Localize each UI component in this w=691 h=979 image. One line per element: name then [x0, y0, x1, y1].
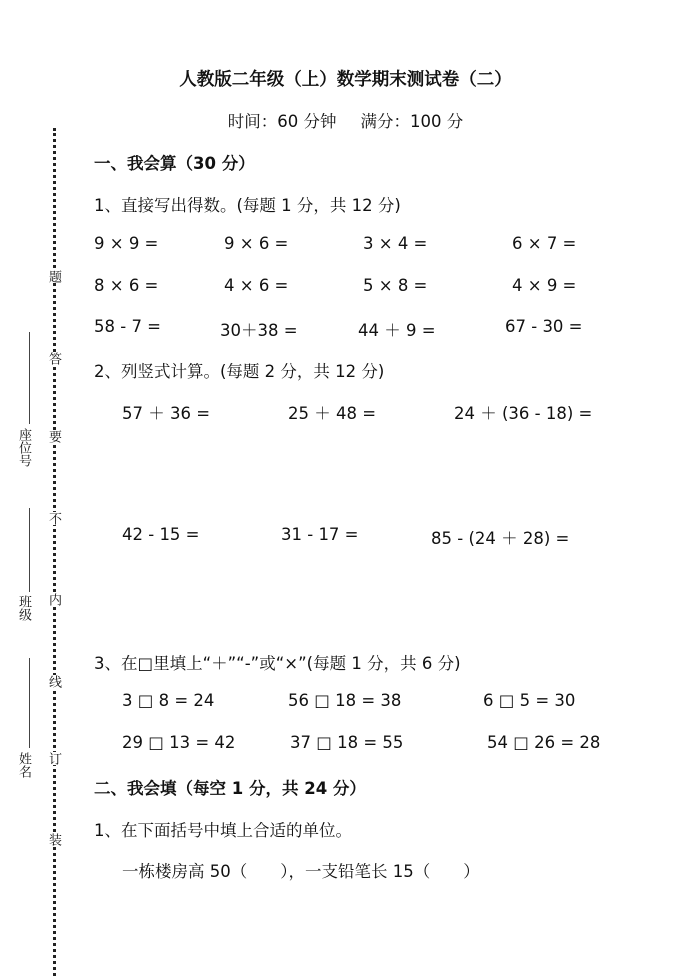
- class-label: 班级: [16, 595, 31, 621]
- vertical-problem: 42 - 15 =: [122, 525, 200, 544]
- q2-label: 2、列竖式计算。(每题 2 分，共 12 分): [94, 362, 385, 381]
- q3-label: 3、在□里填上“＋”“-”或“×”(每题 1 分，共 6 分): [94, 654, 461, 673]
- q1-label: 1、直接写出得数。(每题 1 分，共 12 分): [94, 196, 401, 215]
- problem: 6 × 7 =: [512, 234, 577, 253]
- seal-char-nei: 内: [46, 593, 61, 606]
- problem: 67 - 30 =: [505, 317, 583, 336]
- section1-title: 一、我会算（30 分）: [94, 154, 255, 173]
- fill-operator-problem: 6 □ 5 = 30: [483, 691, 576, 710]
- seat-number-blank: [29, 332, 30, 424]
- vertical-problem: 31 - 17 =: [281, 525, 359, 544]
- section2-title: 二、我会填（每空 1 分，共 24 分）: [94, 779, 366, 798]
- exam-info: [0, 108, 691, 132]
- fill-operator-problem: 37 □ 18 = 55: [290, 733, 404, 752]
- fill-operator-problem: 56 □ 18 = 38: [288, 691, 402, 710]
- problem: 4 × 9 =: [512, 276, 577, 295]
- page-title: 人教版二年级（上）数学期末测试卷（二）: [179, 70, 512, 90]
- problem: 58 - 7 =: [94, 317, 162, 336]
- unit-fill-line: 一栋楼房高 50（ ），一支铅笔长 15（ ）: [122, 862, 480, 881]
- time-limit: 时间：60 分钟: [227, 112, 337, 131]
- problem: 9 × 6 =: [224, 234, 289, 253]
- name-label: 姓名: [16, 752, 31, 778]
- vertical-problem: 24 ＋ (36 - 18) =: [454, 404, 593, 423]
- seal-char-yao: 要: [46, 430, 61, 443]
- seal-char-xian: 线: [46, 675, 61, 688]
- s2-q1-label: 1、在下面括号中填上合适的单位。: [94, 821, 352, 840]
- fill-operator-problem: 3 □ 8 = 24: [122, 691, 215, 710]
- problem: 4 × 6 =: [224, 276, 289, 295]
- class-blank: [29, 508, 30, 592]
- seat-number-label: 座位号: [16, 428, 31, 467]
- binding-dotted-line: [53, 128, 56, 976]
- problem: 5 × 8 =: [363, 276, 428, 295]
- problem: 30＋38 =: [220, 321, 298, 340]
- problem: 8 × 6 =: [94, 276, 159, 295]
- full-score: 满分：100 分: [360, 112, 464, 131]
- problem: 3 × 4 =: [363, 234, 428, 253]
- vertical-problem: 85 - (24 ＋ 28) =: [431, 529, 570, 548]
- name-blank: [29, 658, 30, 748]
- seal-char-ti: 题: [46, 270, 61, 283]
- seal-char-zhuang: 装: [46, 833, 61, 846]
- fill-operator-problem: 29 □ 13 = 42: [122, 733, 236, 752]
- seal-char-ding: 订: [46, 752, 61, 765]
- seal-char-da: 答: [46, 352, 61, 365]
- fill-operator-problem: 54 □ 26 = 28: [487, 733, 601, 752]
- problem: 44 ＋ 9 =: [358, 321, 436, 340]
- vertical-problem: 25 ＋ 48 =: [288, 404, 377, 423]
- problem: 9 × 9 =: [94, 234, 159, 253]
- seal-char-bu: 不: [46, 512, 61, 525]
- vertical-problem: 57 ＋ 36 =: [122, 404, 211, 423]
